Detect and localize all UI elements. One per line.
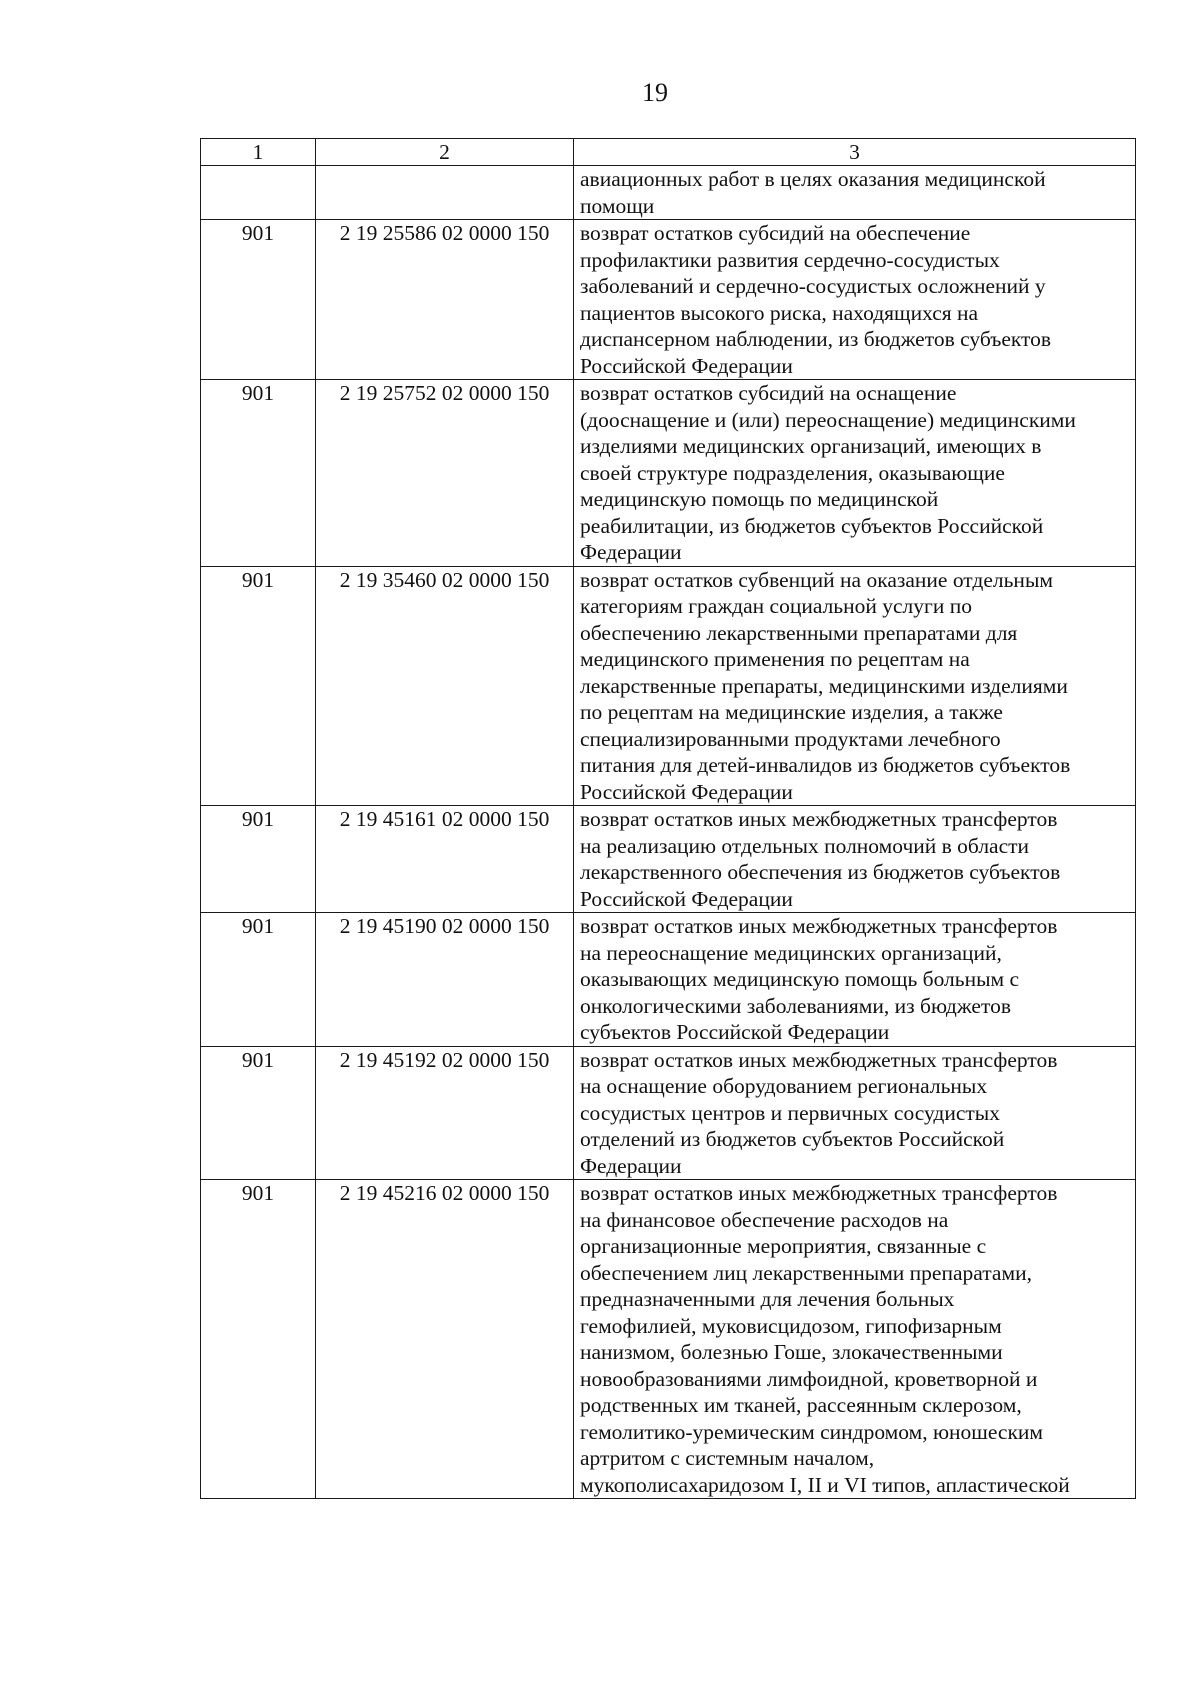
- budget-code-cell: [316, 166, 574, 220]
- budget-code-cell: 2 19 45192 02 0000 150: [316, 1046, 574, 1180]
- table-row: [201, 1180, 1136, 1499]
- admin-code-cell: [201, 166, 316, 220]
- table-row: [201, 806, 1136, 913]
- description-cell: возврат остатков иных межбюджетных трансфертов на оснащение оборудованием региональных сосудистых центров и первичных сосудистых отделений из бюджетов субъектов Российской Федерации: [574, 1046, 1136, 1180]
- budget-code-cell: 2 19 45216 02 0000 150: [316, 1180, 574, 1499]
- description-cell: возврат остатков субвенций на оказание отдельным категориям граждан социальной услуги по обеспечению лекарственными препаратами для медицинского применения по рецептам на лекарственные препараты, медицинскими изделиями по рецептам на медицинские изделия, а также специализированными продуктами лечебного питания для детей-инвалидов из бюджетов субъектов Российской Федерации: [574, 566, 1136, 806]
- description-cell: возврат остатков иных межбюджетных трансфертов на реализацию отдельных полномочий в области лекарственного обеспечения из бюджетов субъектов Российской Федерации: [574, 806, 1136, 913]
- table-row: [201, 166, 1136, 220]
- budget-code-cell: 2 19 45161 02 0000 150: [316, 806, 574, 913]
- description-cell: возврат остатков иных межбюджетных трансфертов на финансовое обеспечение расходов на организационные мероприятия, связанные с обеспечением лиц лекарственными препаратами, предназначенными для лечения больных гемофилией, муковисцидозом, гипофизарным нанизмом, болезнью Гоше, злокачественными новообразованиями лимфоидной, кроветворной и родственных им тканей, рассеянным склерозом, гемолитико-уремическим синдромом, юношеским артритом с системным началом, мукополисахаридозом I, II и VI типов, апластической: [574, 1180, 1136, 1499]
- column-header-3: 3: [574, 139, 1136, 166]
- admin-code-cell: 901: [201, 1046, 316, 1180]
- page-number: 19: [642, 78, 668, 107]
- table-row: [201, 1046, 1136, 1180]
- description-cell: возврат остатков субсидий на оснащение (дооснащение и (или) переоснащение) медицинскими изделиями медицинских организаций, имеющих в своей структуре подразделения, оказывающие медицинскую помощь по медицинской реабилитации, из бюджетов субъектов Российской Федерации: [574, 380, 1136, 567]
- admin-code-cell: 901: [201, 806, 316, 913]
- budget-code-cell: 2 19 25586 02 0000 150: [316, 220, 574, 380]
- budget-codes-table: [200, 138, 1136, 1499]
- admin-code-cell: 901: [201, 380, 316, 567]
- budget-code-cell: 2 19 35460 02 0000 150: [316, 566, 574, 806]
- admin-code-cell: 901: [201, 913, 316, 1047]
- table-row: [201, 380, 1136, 567]
- admin-code-cell: 901: [201, 566, 316, 806]
- admin-code-cell: 901: [201, 220, 316, 380]
- budget-code-cell: 2 19 45190 02 0000 150: [316, 913, 574, 1047]
- column-header-2: 2: [316, 139, 574, 166]
- description-cell: возврат остатков иных межбюджетных трансфертов на переоснащение медицинских организаций, оказывающих медицинскую помощь больным с онкологическими заболеваниями, из бюджетов субъектов Российской Федерации: [574, 913, 1136, 1047]
- table-row: [201, 220, 1136, 380]
- table-header-row: [201, 139, 1136, 166]
- description-cell: возврат остатков субсидий на обеспечение профилактики развития сердечно-сосудистых заболеваний и сердечно-сосудистых осложнений у пациентов высокого риска, находящихся на диспансерном наблюдении, из бюджетов субъектов Российской Федерации: [574, 220, 1136, 380]
- admin-code-cell: 901: [201, 1180, 316, 1499]
- table-row: [201, 566, 1136, 806]
- column-header-1: 1: [201, 139, 316, 166]
- table-row: [201, 913, 1136, 1047]
- budget-code-cell: 2 19 25752 02 0000 150: [316, 380, 574, 567]
- description-cell: авиационных работ в целях оказания медицинской помощи: [574, 166, 1136, 220]
